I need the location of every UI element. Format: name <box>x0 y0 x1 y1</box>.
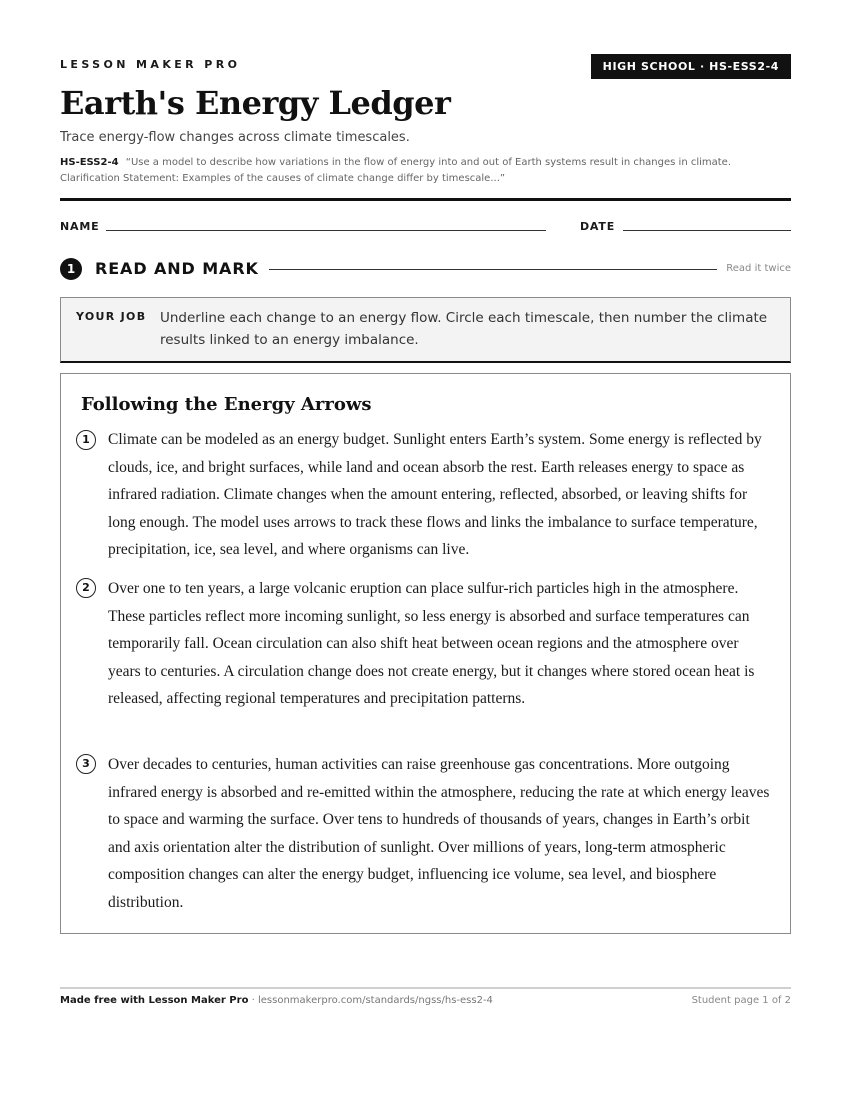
name-field[interactable] <box>106 230 546 231</box>
footer-credit <box>60 995 493 1006</box>
standard-description <box>60 155 791 187</box>
footer-url-link[interactable]: lessonmakerpro.com/standards/ngss/hs-ess2-4 <box>257 995 493 1006</box>
date-field[interactable] <box>623 230 791 231</box>
section-title: READ AND MARK <box>95 259 259 278</box>
section-rule <box>269 269 717 270</box>
header-divider <box>60 198 791 201</box>
passage-title: Following the Energy Arrows <box>81 394 372 415</box>
paragraph-number-1: 1 <box>76 430 96 450</box>
page-title: Earth's Energy Ledger <box>60 84 451 122</box>
grade-standard-badge: HIGH SCHOOL · HS-ESS2-4 <box>591 54 791 79</box>
section-note: Read it twice <box>726 263 791 274</box>
standard-code: HS-ESS2-4 <box>60 157 119 168</box>
instructions-box <box>60 297 791 363</box>
instructions-label: YOUR JOB <box>76 310 147 323</box>
standard-text: “Use a model to describe how variations in the flow of energy into and out of Earth systems result in changes in climate. Clarification Statement: Examples of the causes of climate change differ by timescale...” <box>60 157 732 184</box>
footer-page-info: Student page 1 of 2 <box>691 995 791 1006</box>
worksheet-page <box>60 0 791 1100</box>
paragraph-1: Climate can be modeled as an energy budget. Sunlight enters Earth’s system. Some energy is reflected by clouds, ice, and bright surfaces, while land and ocean absorb the rest. Earth releases energy to space as infrared radiation. Climate changes when the amount entering, reflected, absorbed, or leaving shifts for long enough. The model uses arrows to track these flows and links the imbalance to surface temperature, precipitation, ice, sea level, and where organisms can live. <box>108 431 762 559</box>
paragraph-number-2: 2 <box>76 578 96 598</box>
paragraph-number-3: 3 <box>76 754 96 774</box>
instructions-text: Underline each change to an energy flow. Circle each timescale, then number the climate results linked to an energy imbalance. <box>160 310 768 348</box>
footer-made-with: Made free with Lesson Maker Pro <box>60 995 249 1006</box>
brand-name: LESSON MAKER PRO <box>60 58 241 71</box>
paragraph-3: Over decades to centuries, human activities can raise greenhouse gas concentrations. More outgoing infrared energy is absorbed and re-emitted within the atmosphere, reducing the rate at which energy leaves to space and warming the surface. Over tens to hundreds of thousands of years, changes in Earth’s orbit and axis orientation alter the distribution of sunlight. Over millions of years, long-term atmospheric composition changes can alter the energy budget, influencing ice volume, sea level, and biosphere distribution. <box>108 756 770 911</box>
paragraph-2: Over one to ten years, a large volcanic eruption can place sulfur-rich particles high in the atmosphere. These particles reflect more incoming sunlight, so less energy is absorbed and surface temperatures can temporarily fall. Ocean circulation can also shift heat between ocean regions and the atmosphere over years to centuries. A circulation change does not create energy, but it changes where stored ocean heat is released, affecting regional temperatures and precipitation patterns. <box>108 580 755 708</box>
footer-separator: · <box>248 995 258 1006</box>
date-label: DATE <box>580 220 616 233</box>
section-number-badge: 1 <box>60 258 82 280</box>
reading-passage <box>60 373 791 934</box>
footer-divider <box>60 987 791 989</box>
name-label: NAME <box>60 220 100 233</box>
page-subtitle: Trace energy-flow changes across climate timescales. <box>60 130 410 145</box>
